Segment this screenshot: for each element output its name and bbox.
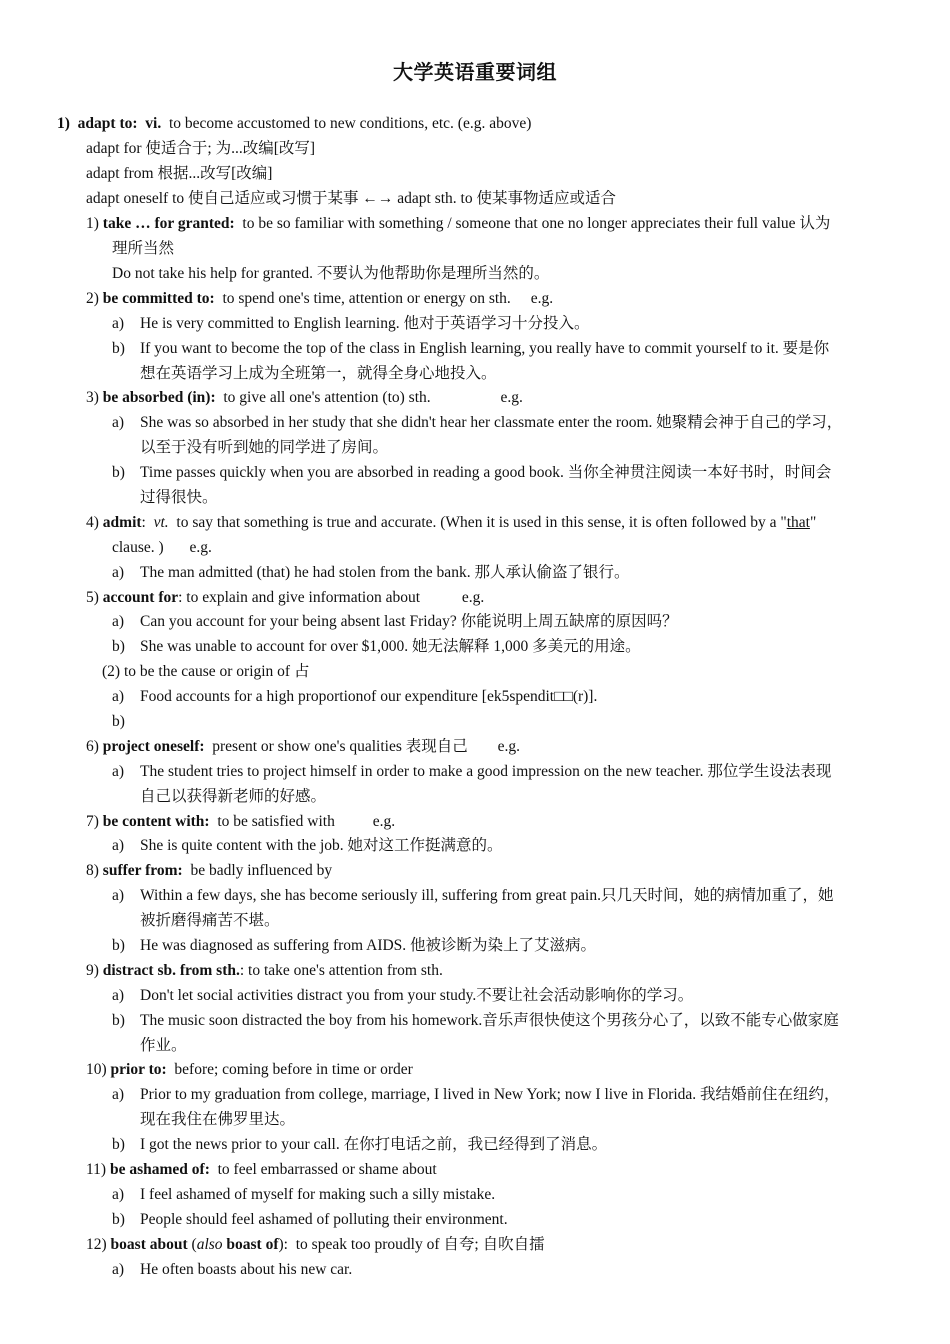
entry-number: 12) bbox=[86, 1236, 107, 1253]
entry-suffer-from bbox=[86, 859, 332, 884]
example-sentence: The student tries to project himself in order to make a good impression on the new teacher. 那位学生设法表现 bbox=[140, 763, 832, 780]
entry-number: 2) bbox=[86, 290, 99, 307]
entry-definition: to become accustomed to new conditions, etc. (e.g. above) bbox=[168, 115, 532, 132]
also-word: also bbox=[196, 1236, 223, 1253]
entry-be-absorbed-in bbox=[86, 386, 523, 411]
entry-term: be absorbed (in): bbox=[102, 389, 216, 406]
entry-number: 3) bbox=[86, 389, 99, 406]
entry-definition: to feel embarrassed or shame about bbox=[217, 1161, 437, 1178]
entry-number: 1) bbox=[57, 115, 70, 132]
double-arrow-icon: ←→ bbox=[362, 190, 394, 207]
eg-label: e.g. bbox=[500, 389, 523, 406]
entry-be-ashamed-of bbox=[86, 1158, 437, 1183]
entry-definition: : to take one's attention from sth. bbox=[239, 962, 443, 979]
sub-phrase: adapt for 使适合于; 为...改编[改写] bbox=[86, 140, 316, 157]
entry-term: be content with: bbox=[102, 813, 210, 830]
eg-label: e.g. bbox=[372, 813, 396, 830]
example-sentence: The music soon distracted the boy from his homework.音乐声很快使这个男孩分心了，以致不能专心做家庭 bbox=[140, 1012, 839, 1029]
entry-number: 6) bbox=[86, 738, 99, 755]
example-marker: a) bbox=[112, 987, 125, 1004]
entry-account-for bbox=[86, 586, 484, 611]
entry-number: 9) bbox=[86, 962, 99, 979]
example-continued: 现在我住在佛罗里达。 bbox=[140, 1111, 296, 1128]
example-marker: a) bbox=[112, 315, 125, 332]
entry-definition: present or show one's qualities 表现自己 bbox=[212, 738, 468, 755]
example-marker: b) bbox=[112, 340, 125, 357]
entry-definition: be badly influenced by bbox=[190, 862, 333, 879]
entry-number: 8) bbox=[86, 862, 99, 879]
entry-take-for-granted bbox=[86, 212, 830, 237]
example-marker: b) bbox=[112, 1012, 125, 1029]
example-sentence: The man admitted (that) he had stolen from the bank. 那人承认偷盗了银行。 bbox=[140, 564, 630, 581]
entry-term: account for bbox=[102, 589, 179, 606]
example-sentence: She was so absorbed in her study that she didn't hear her classmate enter the room. 她聚精会神于自己的学习， bbox=[140, 414, 843, 431]
definition-continued: 理所当然 bbox=[112, 240, 175, 257]
entry-definition: to give all one's attention (to) sth. bbox=[223, 389, 431, 406]
entry-pos: vt. bbox=[153, 514, 169, 531]
entry-definition: to be so familiar with something / someone that one no longer appreciates their full value 认为 bbox=[242, 215, 831, 232]
example-sentence: He is very committed to English learning. 他对于英语学习十分投入。 bbox=[140, 315, 590, 332]
entry-pos: vi. bbox=[145, 115, 162, 132]
sub-phrase-left: adapt oneself to 使自己适应或习惯于某事 bbox=[86, 190, 359, 207]
example-marker: b) bbox=[112, 1211, 125, 1228]
example-sentence: Prior to my graduation from college, marriage, I lived in New York; now I live in Florida. 我结婚前住在纽约， bbox=[140, 1086, 840, 1103]
entry-number: 1) bbox=[86, 215, 99, 232]
example-continued: 被折磨得痛苦不堪。 bbox=[140, 912, 280, 929]
entry-term: project oneself: bbox=[102, 738, 205, 755]
quote-mark: " bbox=[809, 514, 817, 531]
entry-term: take … for granted: bbox=[102, 215, 235, 232]
sub-phrase-right: adapt sth. to 使某事物适应或适合 bbox=[397, 190, 616, 207]
entry-number: 5) bbox=[86, 589, 99, 606]
example-marker: a) bbox=[112, 564, 125, 581]
eg-label: e.g. bbox=[461, 589, 485, 606]
entry-term: admit bbox=[102, 514, 142, 531]
eg-label: e.g. bbox=[189, 539, 212, 556]
example-sentence: Can you account for your being absent last Friday? 你能说明上周五缺席的原因吗？ bbox=[140, 613, 678, 630]
definition-continued bbox=[112, 536, 212, 561]
entry-number: 7) bbox=[86, 813, 99, 830]
paren-open: ( bbox=[191, 1236, 197, 1253]
example-marker: b) bbox=[112, 937, 125, 954]
example-continued: 想在英语学习上成为全班第一，就得全身心地投入。 bbox=[140, 365, 497, 382]
definition-continued-text: clause. ) bbox=[112, 539, 164, 556]
sub-phrase bbox=[86, 187, 616, 212]
example-sentence: Don't let social activities distract you from your study.不要让社会活动影响你的学习。 bbox=[140, 987, 694, 1004]
entry-term: adapt to: bbox=[77, 115, 138, 132]
example-marker: a) bbox=[112, 837, 125, 854]
eg-label: e.g. bbox=[530, 290, 554, 307]
entry-term: be committed to: bbox=[102, 290, 215, 307]
example-marker: b) bbox=[112, 638, 125, 655]
example-marker: a) bbox=[112, 1086, 125, 1103]
entry-definition: to say that something is true and accurate. (When it is used in this sense, it is often followed by a " bbox=[176, 514, 787, 531]
example-marker: b) bbox=[112, 464, 125, 481]
example-sentence: I feel ashamed of myself for making such a silly mistake. bbox=[140, 1186, 496, 1203]
entry-adapt-to bbox=[57, 112, 531, 137]
page-title: 大学英语重要词组 bbox=[393, 60, 557, 84]
example-continued: 以至于没有听到她的同学进了房间。 bbox=[140, 439, 389, 456]
sub-phrase: adapt from 根据...改写[改编] bbox=[86, 165, 273, 182]
entry-term: suffer from: bbox=[102, 862, 183, 879]
entry-number: 11) bbox=[86, 1161, 107, 1178]
entry-definition: to spend one's time, attention or energy on sth. bbox=[222, 290, 511, 307]
example-sentence: He was diagnosed as suffering from AIDS. 他被诊断为染上了艾滋病。 bbox=[140, 937, 597, 954]
example-continued: 自己以获得新老师的好感。 bbox=[140, 788, 327, 805]
paren-close: ): bbox=[278, 1236, 288, 1253]
second-sense: (2) to be the cause or origin of 占 bbox=[102, 663, 310, 680]
example-marker: a) bbox=[112, 1186, 125, 1203]
example-continued: 过得很快。 bbox=[140, 489, 218, 506]
example-sentence: He often boasts about his new car. bbox=[140, 1261, 353, 1278]
entry-be-content-with bbox=[86, 810, 395, 835]
example-marker: a) bbox=[112, 1261, 125, 1278]
entry-term-alt: boast of bbox=[226, 1236, 279, 1253]
example-marker: b) bbox=[112, 713, 125, 730]
entry-term: prior to: bbox=[110, 1061, 167, 1078]
example-marker: a) bbox=[112, 763, 125, 780]
example-sentence: Food accounts for a high proportionof our expenditure [ek5spendit□□(r)]. bbox=[140, 688, 598, 705]
example-sentence: If you want to become the top of the class in English learning, you really have to commit yourself to it. 要是你 bbox=[140, 340, 830, 357]
colon: : bbox=[141, 514, 146, 531]
example-sentence: Time passes quickly when you are absorbed in reading a good book. 当你全神贯注阅读一本好书时，时间会 bbox=[140, 464, 832, 481]
entry-boast-about bbox=[86, 1233, 545, 1258]
example-marker: a) bbox=[112, 688, 125, 705]
example-sentence: Do not take his help for granted. 不要认为他帮助你是理所当然的。 bbox=[112, 265, 550, 282]
entry-prior-to bbox=[86, 1058, 413, 1083]
underlined-word: that bbox=[786, 514, 810, 531]
example-sentence: She was unable to account for over $1,000. 她无法解释 1,000 多美元的用途。 bbox=[140, 638, 641, 655]
entry-admit bbox=[86, 511, 816, 536]
entry-number: 4) bbox=[86, 514, 99, 531]
entry-term: distract sb. from sth. bbox=[102, 962, 240, 979]
example-marker: b) bbox=[112, 1136, 125, 1153]
eg-label: e.g. bbox=[497, 738, 521, 755]
entry-definition: to speak too proudly of 自夸; 自吹自擂 bbox=[295, 1236, 545, 1253]
entry-project-oneself bbox=[86, 735, 520, 760]
entry-definition: before; coming before in time or order bbox=[174, 1061, 413, 1078]
entry-definition: to be satisfied with bbox=[217, 813, 335, 830]
entry-term: be ashamed of: bbox=[109, 1161, 210, 1178]
example-marker: a) bbox=[112, 414, 125, 431]
entry-term: boast about bbox=[110, 1236, 188, 1253]
entry-definition: : to explain and give information about bbox=[178, 589, 421, 606]
example-sentence: I got the news prior to your call. 在你打电话之前，我已经得到了消息。 bbox=[140, 1136, 608, 1153]
entry-number: 10) bbox=[86, 1061, 107, 1078]
example-marker: a) bbox=[112, 887, 125, 904]
example-marker: a) bbox=[112, 613, 125, 630]
example-continued: 作业。 bbox=[140, 1037, 187, 1054]
example-sentence: People should feel ashamed of polluting their environment. bbox=[140, 1211, 508, 1228]
entry-distract-from bbox=[86, 959, 443, 984]
entry-be-committed-to bbox=[86, 287, 553, 312]
example-sentence: She is quite content with the job. 她对这工作挺满意的。 bbox=[140, 837, 503, 854]
example-sentence: Within a few days, she has become seriously ill, suffering from great pain.只几天时间，她的病情加重了，她 bbox=[140, 887, 834, 904]
